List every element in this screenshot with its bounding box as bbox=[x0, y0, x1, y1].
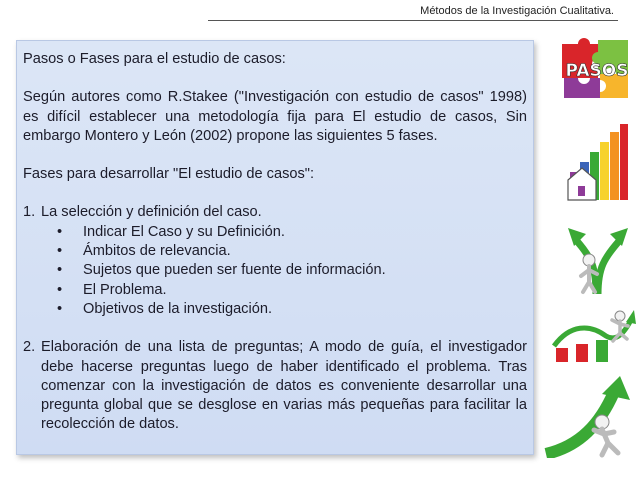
hurdles-figure-icon bbox=[550, 304, 636, 366]
bullet-item: • Sujetos que pueden ser fuente de información. bbox=[57, 262, 386, 279]
step-2-text: Elaboración de una lista de preguntas; A modo de guía, el investigador debe hacerse preguntas luego de haber identificado el problema. Tras comenzar con la investigación de datos es conveniente desarrollar una pregunta global que se desglose en varias más pequeñas para facilitar la recolección de datos. bbox=[41, 339, 527, 433]
step-1-number: 1. bbox=[23, 204, 36, 221]
phases-subheading: Fases para desarrollar "El estudio de casos": bbox=[23, 166, 315, 183]
puzzle-pasos-icon bbox=[558, 36, 636, 102]
step-2-number: 2. bbox=[23, 339, 36, 356]
header-title: Métodos de la Investigación Cualitativa. bbox=[420, 5, 614, 17]
header-divider bbox=[208, 20, 618, 21]
bullet-item: • El Problema. bbox=[57, 281, 167, 298]
rising-arrow-figure-icon bbox=[540, 374, 638, 458]
intro-paragraph: Según autores como R.Stakee ("Investigación con estudio de casos" 1998) es difícil establecer una metodología fija para El estudio de casos, Sin embargo Montero y León (2002) propone las siguientes 5 fases. bbox=[23, 89, 527, 144]
bullet-item: • Objetivos de la investigación. bbox=[57, 300, 273, 317]
svg-text:PASOS: PASOS bbox=[565, 61, 629, 81]
content-heading: Pasos o Fases para el estudio de casos: bbox=[23, 51, 286, 67]
content-box bbox=[16, 40, 534, 455]
step-1-title: La selección y definición del caso. bbox=[41, 204, 262, 221]
progress-bars-icon bbox=[566, 122, 630, 204]
crossroad-figure-icon bbox=[562, 218, 632, 296]
step-1-bullets bbox=[23, 223, 527, 319]
bullet-item: • Indicar El Caso y su Definición. bbox=[57, 223, 285, 240]
side-illustrations bbox=[540, 30, 638, 460]
step-2 bbox=[23, 338, 527, 434]
step-1 bbox=[23, 203, 527, 222]
bullet-item: • Ámbitos de relevancia. bbox=[57, 243, 231, 260]
